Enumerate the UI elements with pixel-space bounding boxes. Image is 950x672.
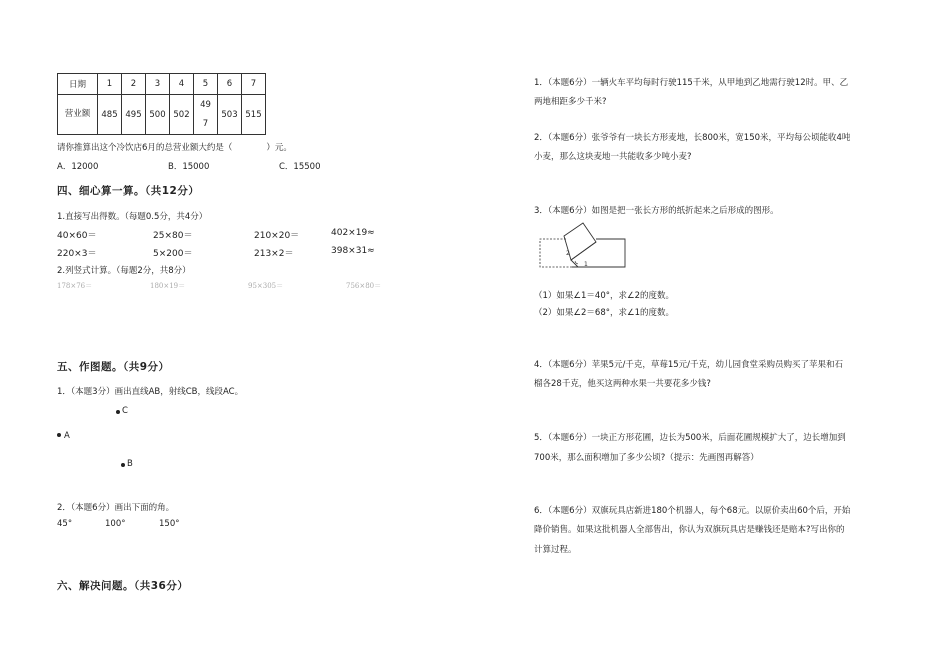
oral-item: 40×60＝ [57, 231, 97, 241]
q3-line1: 3．（本题6分）如图是把一张长方形的纸折起来之后形成的图形。 [534, 206, 779, 216]
table-cell: 3 [146, 74, 170, 95]
q3-sub1: （1）如果∠1＝40°，求∠2的度数。 [534, 291, 675, 301]
point-c-label: C [122, 406, 128, 416]
point-b-dot [121, 463, 125, 467]
table-cell: 4 [170, 74, 194, 95]
oral-item: 398×31≈ [331, 246, 375, 256]
angle-1-label: 1 [584, 261, 588, 268]
oral-item: 213×2＝ [254, 249, 294, 259]
oral-item: 220×3＝ [57, 249, 97, 259]
table-cell: 7 [242, 74, 266, 95]
vertical-item: 95×305＝ [248, 282, 284, 290]
table-row [58, 95, 266, 135]
q1-line2: 两地相距多少千米? [534, 97, 607, 107]
section-5-q1: 1．（本题3分）画出直线AB，射线CB，线段AC。 [57, 387, 244, 397]
vertical-item: 178×76＝ [57, 282, 93, 290]
table-cell: 1 [98, 74, 122, 95]
table-cell: 485 [98, 95, 122, 135]
point-a-label: A [64, 431, 70, 441]
table-cell: 495 [122, 95, 146, 135]
q4-line1: 4．（本题6分）苹果5元/千克，草莓15元/千克，幼儿园食堂采购员购买了苹果和石 [534, 360, 844, 370]
table-cell: 497 [194, 95, 218, 135]
option-b: B．15000 [168, 162, 210, 172]
table-cell: 515 [242, 95, 266, 135]
table-row [58, 74, 266, 95]
table-cell: 日期 [58, 74, 98, 95]
vertical-item: 180×19＝ [150, 282, 186, 290]
q6-line3: 计算过程。 [534, 545, 577, 555]
table-cell: 500 [146, 95, 170, 135]
table-cell: 503 [218, 95, 242, 135]
q5-line1: 5．（本题6分）一块正方形花圃，边长为500米，后面花圃规模扩大了，边长增加到 [534, 433, 846, 443]
table-cell: 营业额 [58, 95, 98, 135]
section-4-sub2: 2.列竖式计算。（每题2分，共8分） [57, 266, 191, 276]
q1-line1: 1．（本题6分）一辆火车平均每时行驶115千米，从甲地到乙地需行驶12时。甲、乙 [534, 78, 849, 88]
table-cell: 6 [218, 74, 242, 95]
section-5-q2: 2．（本题6分）画出下面的角。 [57, 503, 175, 513]
point-a-dot [57, 433, 61, 437]
oral-item: 402×19≈ [331, 228, 375, 238]
q6-line2: 降价销售。如果这批机器人全部售出，你认为双旗玩具店是赚钱还是赔本?写出你的 [534, 525, 845, 535]
question-text: 请你推算出这个冷饮店6月的总营业额大约是（ ）元。 [57, 143, 292, 153]
section-6-title: 六、解决问题。（共36分） [57, 580, 189, 592]
option-a: A．12000 [57, 162, 99, 172]
q2-line1: 2．（本题6分）张爷爷有一块长方形麦地，长800米，宽150米，平均每公顷能收4吨 [534, 133, 851, 143]
q5-line2: 700米，那么面积增加了多少公顷?（提示：先画图再解答） [534, 453, 759, 463]
point-c-dot [116, 410, 120, 414]
oral-item: 210×20＝ [254, 231, 300, 241]
vertical-item: 756×80＝ [346, 282, 382, 290]
angle-45: 45° [57, 519, 73, 529]
angle-2-label: 2 [566, 250, 570, 257]
sales-table [57, 73, 266, 135]
section-4-title: 四、细心算一算。（共12分） [57, 185, 200, 197]
table-cell: 502 [170, 95, 194, 135]
q2-line2: 小麦，那么这块麦地一共能收多少吨小麦? [534, 152, 692, 162]
table-cell: 5 [194, 74, 218, 95]
oral-item: 25×80＝ [153, 231, 193, 241]
point-b-label: B [127, 459, 133, 469]
q4-line2: 榴各28千克，他买这两种水果一共要花多少钱? [534, 379, 711, 389]
angle-100: 100° [105, 519, 126, 529]
option-c: C．15500 [279, 162, 321, 172]
section-5-title: 五、作图题。（共9分） [57, 361, 170, 373]
oral-item: 5×200＝ [153, 249, 193, 259]
q3-sub2: （2）如果∠2＝68°，求∠1的度数。 [534, 308, 675, 318]
q6-line1: 6．（本题6分）双旗玩具店新进180个机器人，每个68元。以原价卖出60个后，开始 [534, 506, 851, 516]
folded-paper-figure [538, 220, 628, 270]
angle-150: 150° [159, 519, 180, 529]
section-4-sub1: 1.直接写出得数。（每题0.5分，共4分） [57, 212, 208, 222]
table-cell: 2 [122, 74, 146, 95]
